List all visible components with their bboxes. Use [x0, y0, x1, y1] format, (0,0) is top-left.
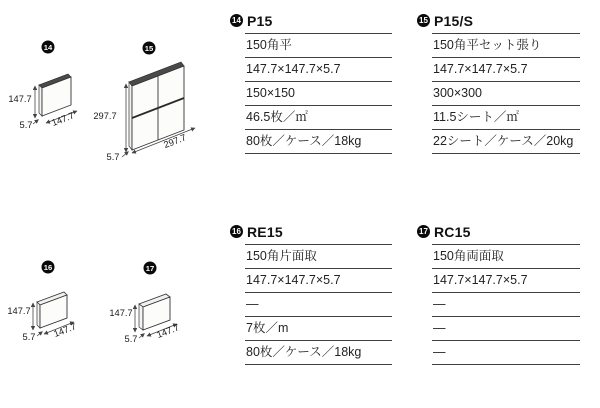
item-number-badge: 17 [417, 225, 430, 238]
dimension-label-thickness: 5.7 [106, 152, 120, 162]
product-code: RE15 [247, 223, 283, 240]
dimension-label-thickness: 5.7 [19, 120, 33, 130]
dimension-line-thickness [122, 152, 129, 158]
product-code: P15/S [434, 12, 474, 29]
dimension-label-height: 147.7 [7, 306, 31, 316]
spec-header [417, 8, 582, 33]
spec-row-size: 147.7×147.7×5.7 [432, 268, 580, 292]
spec-row-size: 147.7×147.7×5.7 [245, 268, 392, 292]
item-number-badge: 15 [417, 14, 430, 27]
diagram-number: 17 [145, 263, 155, 273]
tile-diagram-15 [80, 36, 228, 171]
spec-rows [245, 33, 392, 154]
dimension-label-thickness: 5.7 [22, 332, 36, 342]
spec-header [230, 219, 395, 244]
spec-row-coverage: 46.5枚／㎡ [245, 105, 392, 129]
spec-table-re15 [230, 219, 395, 365]
spec-rows [432, 33, 580, 154]
diagram-number: 15 [144, 43, 154, 53]
spec-table-rc15 [417, 219, 582, 365]
spec-table-p15s [417, 8, 582, 154]
tile-side-edge [139, 304, 143, 330]
spec-row-shape: 150角両面取 [432, 244, 580, 268]
spec-row-shape: 150角平セット張り [432, 33, 580, 57]
dimension-line-thickness [33, 120, 39, 125]
spec-row-module: 300×300 [432, 81, 580, 105]
spec-row-packing: — [432, 340, 580, 364]
spec-header [230, 8, 395, 33]
spec-row-coverage: 7枚／m [245, 316, 392, 340]
spec-row-size: 147.7×147.7×5.7 [245, 57, 392, 81]
spec-row-coverage: — [432, 316, 580, 340]
spec-row-packing: 80枚／ケース／18kg [245, 340, 392, 364]
spec-row-shape: 150角平 [245, 33, 392, 57]
spec-table-p15 [230, 8, 395, 154]
spec-row-size: 147.7×147.7×5.7 [432, 57, 580, 81]
spec-row-shape: 150角片面取 [245, 244, 392, 268]
dimension-label-height: 147.7 [109, 308, 133, 318]
dimension-line-thickness [139, 334, 145, 339]
dimension-label-width: 147.7 [155, 322, 181, 341]
spec-rows [432, 244, 580, 365]
item-number-badge: 14 [230, 14, 243, 27]
spec-row-module: 150×150 [245, 81, 392, 105]
diagram-number: 14 [43, 42, 53, 52]
spec-rows [245, 244, 392, 365]
spec-row-packing: 22シート／ケース／20kg [432, 129, 580, 153]
dimension-label-thickness: 5.7 [124, 334, 138, 344]
item-number-badge: 16 [230, 225, 243, 238]
spec-row-packing: 80枚／ケース／18kg [245, 129, 392, 153]
dimension-label-width: 147.7 [52, 321, 78, 340]
dimension-line-thickness [37, 332, 43, 337]
product-code: P15 [247, 12, 273, 29]
spec-row-module: — [432, 292, 580, 316]
diagram-number: 16 [43, 262, 53, 272]
spec-row-coverage: 11.5シート／㎡ [432, 105, 580, 129]
dimension-label-width: 297.7 [162, 132, 188, 151]
dimension-label-width: 147.7 [50, 110, 76, 129]
spec-row-module: — [245, 292, 392, 316]
tile-diagram-16 [0, 256, 112, 351]
tile-diagram-17 [100, 256, 218, 351]
dimension-label-height: 147.7 [8, 94, 32, 104]
product-code: RC15 [434, 223, 471, 240]
spec-header [417, 219, 582, 244]
dimension-label-height: 297.7 [93, 111, 117, 121]
